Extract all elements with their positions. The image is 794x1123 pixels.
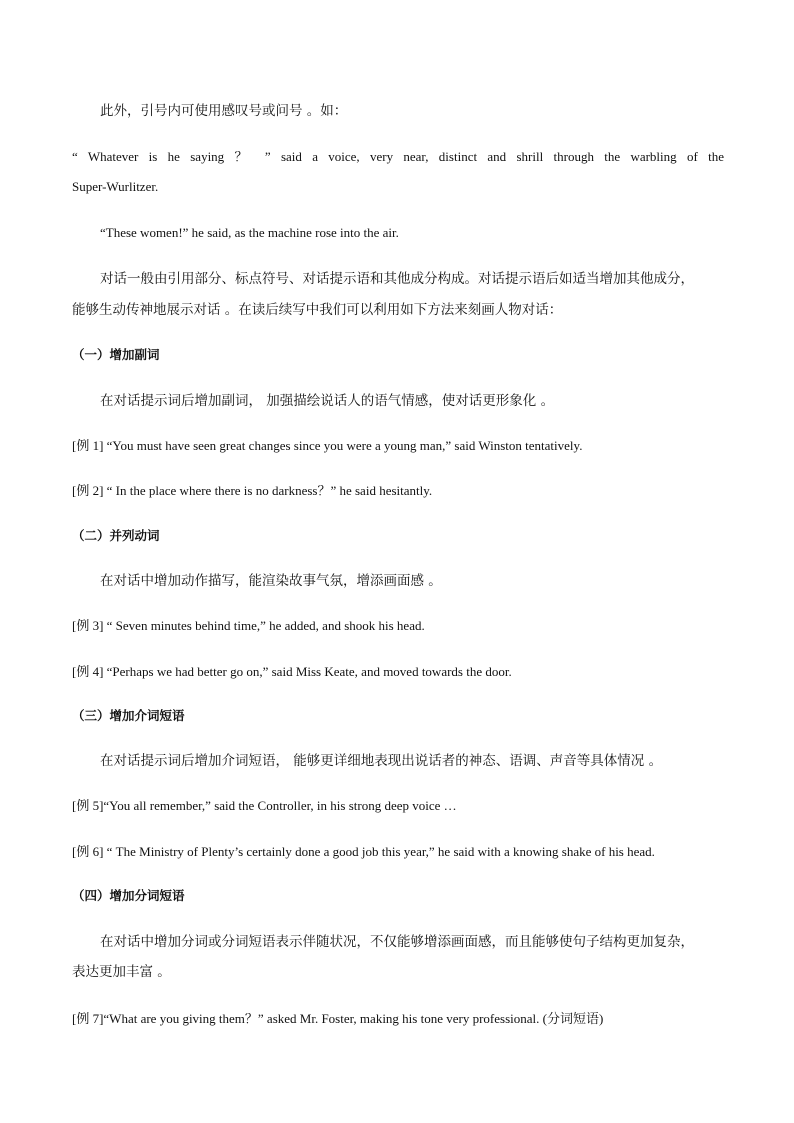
example-4: [例 4] “Perhaps we had better go on,” said Miss Keate, and moved towards the door. bbox=[72, 664, 512, 679]
example-7: [例 7]“What are you giving them？” asked Mr. Foster, making his tone very professional. (分词短语) bbox=[72, 1011, 604, 1026]
section-heading-verbs: （二）并列动词 bbox=[72, 528, 160, 543]
section-desc-verbs: 在对话中增加动作描写，能渲染故事气氛，增添画面感 。 bbox=[100, 573, 442, 589]
intro-paragraph: 此外，引号内可使用感叹号或问号 。如： bbox=[100, 103, 348, 119]
example-quote-line-2: Super-Wurlitzer. bbox=[72, 179, 159, 194]
explanation-line-2: 能够生动传神地展示对话 。在读后续写中我们可以利用如下方法来刻画人物对话： bbox=[72, 302, 563, 318]
example-6: [例 6] “ The Ministry of Plenty’s certainly done a good job this year,” he said with a knowing shake of his head. bbox=[72, 844, 655, 859]
section-heading-participle: （四）增加分词短语 bbox=[72, 888, 185, 903]
explanation-line-1: 对话一般由引用部分、标点符号、对话提示语和其他成分构成。对话提示语后如适当增加其他成分， bbox=[100, 271, 694, 287]
example-3: [例 3] “ Seven minutes behind time,” he added, and shook his head. bbox=[72, 618, 425, 633]
example-1: [例 1] “You must have seen great changes since you were a young man,” said Winston tentatively. bbox=[72, 438, 583, 453]
example-5: [例 5]“You all remember,” said the Controller, in his strong deep voice … bbox=[72, 798, 457, 813]
section-desc-prep: 在对话提示词后增加介词短语， 能够更详细地表现出说话者的神态、语调、声音等具体情况 。 bbox=[100, 753, 663, 769]
section-heading-adverb: （一）增加副词 bbox=[72, 347, 160, 362]
example-2: [例 2] “ In the place where there is no darkness？” he said hesitantly. bbox=[72, 483, 433, 498]
section-desc-adverb: 在对话提示词后增加副词， 加强描绘说话人的语气情感，使对话更形象化 。 bbox=[100, 393, 555, 409]
example-quote-2: “These women!” he said, as the machine rose into the air. bbox=[100, 225, 399, 240]
section-desc-participle-line-2: 表达更加丰富 。 bbox=[72, 964, 171, 980]
example-quote-line-1: “ Whatever is he saying ？ ” said a voice, very near, distinct and shrill through the warbling of the bbox=[72, 149, 724, 164]
section-desc-participle-line-1: 在对话中增加分词或分词短语表示伴随状况，不仅能够增添画面感，而且能够使句子结构更加复杂， bbox=[100, 934, 694, 950]
section-heading-prep: （三）增加介词短语 bbox=[72, 708, 185, 723]
